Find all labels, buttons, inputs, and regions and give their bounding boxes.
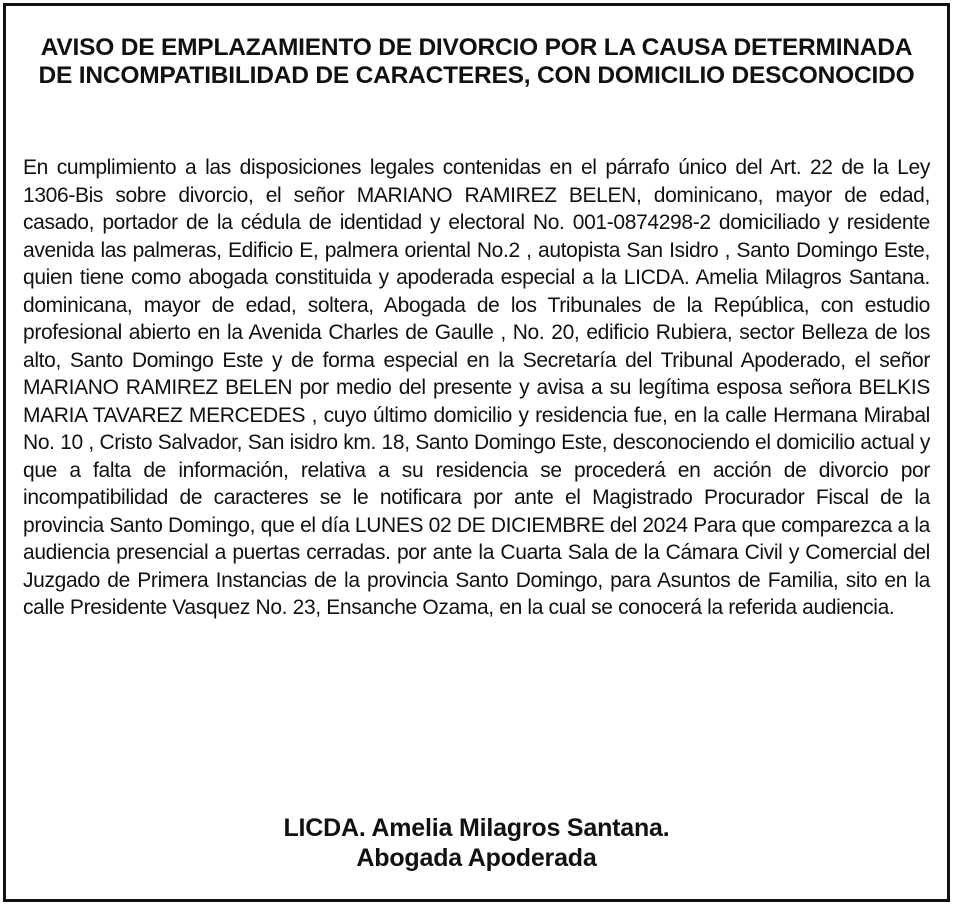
notice-title: AVISO DE EMPLAZAMIENTO DE DIVORCIO POR LA CAUSA DETERMINADA DE INCOMPATIBILIDAD DE CARACTERES, CON DOMICILIO DESCONOCIDO — [38, 34, 915, 89]
notice-body: En cumplimiento a las disposiciones legales contenidas en el párrafo único del Art. 22 de la Ley 1306-Bis sobre divorcio, el señor MARIANO RAMIREZ BELEN, dominicano, mayor de edad, casado, portador de la cédula de identidad y electoral No. 001-0874298-2 domiciliado y residente avenida las palmeras, Edificio E, palmera oriental No.2 , autopista San Isidro , Santo Domingo Este, quien tiene como abogada constituida y apoderada especial a la LICDA. Amelia Milagros Santana. dominicana, mayor de edad, soltera, Abogada de los Tribunales de la República, con estudio profesional abierto en la Avenida Charles de Gaulle , No. 20, edificio Rubiera, sector Belleza de los alto, Santo Domingo Este y de forma especial en la Secretaría del Tribunal Apoderado, el señor MARIANO RAMIREZ BELEN por medio del presente y avisa a su legítima esposa señora BELKIS MARIA TAVAREZ MERCEDES , cuyo último domicilio y residencia fue, en la calle Hermana Mirabal No. 10 , Cristo Salvador, San isidro km. 18, Santo Domingo Este, desconociendo el domicilio actual y que a falta de información, relativa a su residencia se procederá en acción de divorcio por incompatibilidad de caracteres se le notificara por ante el Magistrado Procurador Fiscal de la provincia Santo Domingo, que el día LUNES 02 DE DICIEMBRE del 2024 Para que comparezca a la audiencia presencial a puertas cerradas. por ante la Cuarta Sala de la Cámara Civil y Comercial del Juzgado de Primera Instancias de la provincia Santo Domingo, para Asuntos de Familia, sito en la calle Presidente Vasquez No. 23, Ensanche Ozama, en la cual se conocerá la referida audiencia. — [23, 156, 930, 619]
signature-name: LICDA. Amelia Milagros Santana. — [283, 814, 670, 842]
signature-block — [6, 813, 947, 873]
legal-notice — [3, 3, 950, 902]
signature-role: Abogada Apoderada — [356, 844, 597, 872]
